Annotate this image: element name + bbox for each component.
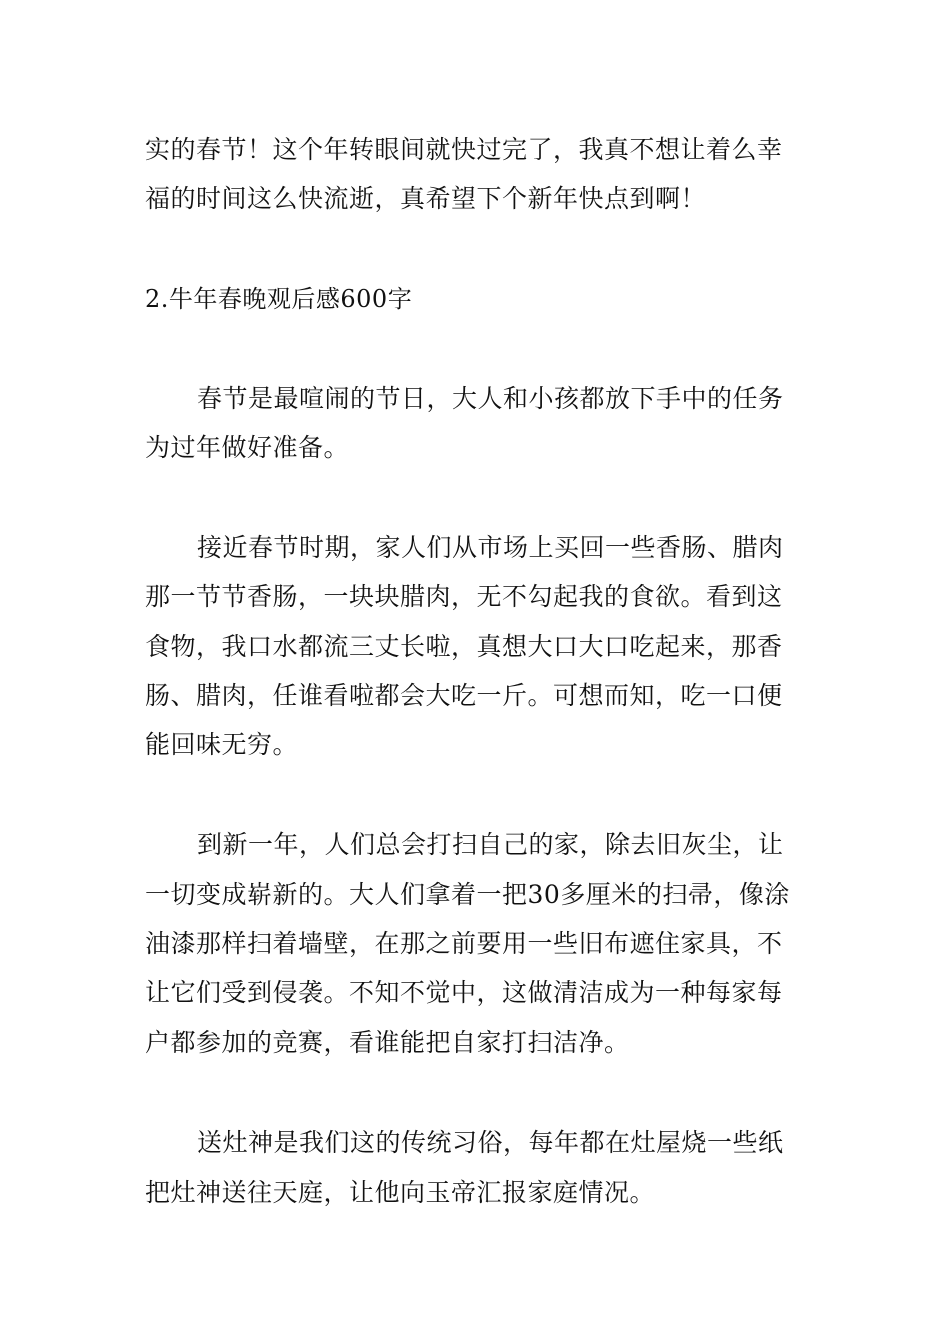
paragraph-line: 那一节节香肠，一块块腊肉，无不勾起我的食欲。看到这: [145, 582, 783, 611]
paragraph-line: 实的春节！这个年转眼间就快过完了，我真不想让着么幸: [145, 135, 783, 164]
paragraph-line: 把灶神送往天庭，让他向玉帝汇报家庭情况。: [145, 1178, 656, 1207]
paragraph-line: 户都参加的竞赛，看谁能把自家打扫洁净。: [145, 1028, 630, 1057]
paragraph-line: 油漆那样扫着墙壁，在那之前要用一些旧布遮住家具，不: [145, 929, 783, 958]
paragraph-line: 送灶神是我们这的传统习俗，每年都在灶屋烧一些纸: [197, 1128, 784, 1157]
paragraph-line: 为过年做好准备。: [145, 433, 350, 462]
paragraph-line: 一切变成崭新的。大人们拿着一把30多厘米的扫帚，像涂: [145, 880, 790, 909]
paragraph-line: 到新一年，人们总会打扫自己的家，除去旧灰尘，让: [197, 830, 784, 859]
paragraph-line: 接近春节时期，家人们从市场上买回一些香肠、腊肉: [197, 533, 784, 562]
paragraph-line: 食物，我口水都流三丈长啦，真想大口大口吃起来，那香: [145, 632, 783, 661]
section-heading: 2.牛年春晚观后感600字: [145, 285, 413, 313]
paragraph-line: 肠、腊肉，任谁看啦都会大吃一斤。可想而知，吃一口便: [145, 681, 783, 710]
paragraph-line: 让它们受到侵袭。不知不觉中，这做清洁成为一种每家每: [145, 978, 783, 1007]
paragraph-line: 能回味无穷。: [145, 730, 299, 759]
paragraph-line: 福的时间这么快流逝，真希望下个新年快点到啊！: [145, 184, 707, 213]
paragraph-line: 春节是最喧闹的节日，大人和小孩都放下手中的任务: [197, 384, 784, 413]
